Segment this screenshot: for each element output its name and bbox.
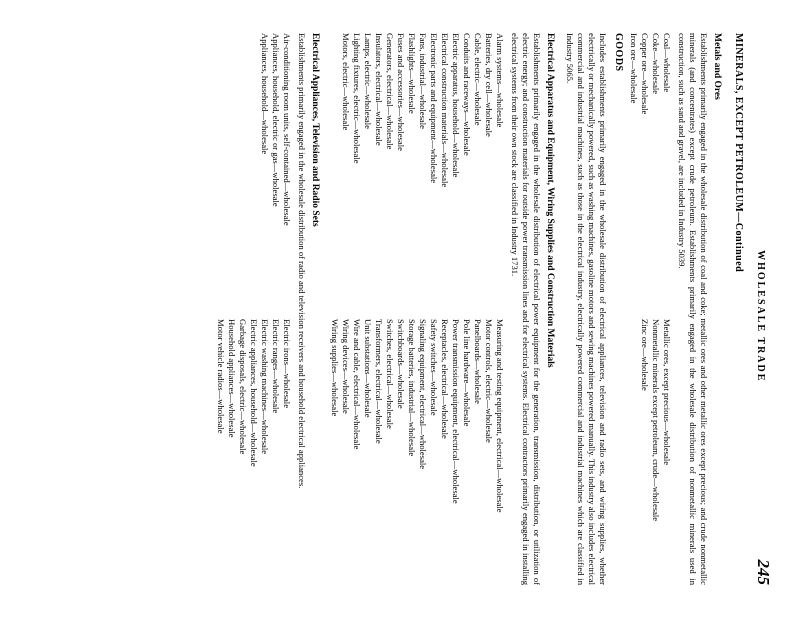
index-entry: Unit substations—wholesale — [363, 319, 374, 418]
index-entry: Alarm systems—wholesale — [495, 33, 506, 128]
index-entry: Zinc ore—wholesale — [640, 319, 651, 391]
index-entry: Electric appliances, household—wholesale — [248, 319, 259, 467]
apparatus-col-1 — [329, 33, 505, 299]
index-entry: Nonmetallic minerals except petroleum, crude—wholesale — [651, 319, 662, 522]
apparatus-title: Electrical Apparatus and Equipment, Wiring Supplies and Construction Materials — [545, 33, 556, 368]
appliances-title: Electrical Appliances, Television and Radio Sets — [310, 33, 321, 227]
section-title: MINERALS, EXCEPT PETROLEUM—Continued — [733, 33, 744, 273]
page-number: 245 — [754, 559, 773, 585]
index-entry: Transformers, electrical—wholesale — [374, 319, 385, 444]
index-entry: Flashlights—wholesale — [407, 33, 418, 114]
index-entry: Electronic parts and equipment—wholesale — [429, 33, 440, 184]
index-entry: Switches, electrical—wholesale — [385, 319, 396, 429]
appliances-description: Establishments primarily engaged in the wholesale distribution of radio and television receivers and household electrical appliances. — [296, 33, 307, 489]
index-entry: Household appliances—wholesale — [226, 319, 237, 438]
index-entry: Receptacles, electrical—wholesale — [440, 319, 451, 439]
index-entry: Fuses and accessories—wholesale — [396, 33, 407, 151]
index-entry: Wiring devices—wholesale — [341, 319, 352, 414]
index-entry: Coal—wholesale — [662, 33, 673, 93]
index-entry: Lamps, electric—wholesale — [363, 33, 374, 129]
index-entry: Switchboards—wholesale — [396, 319, 407, 409]
index-entry: Measuring and testing equipment, electrical—wholesale — [495, 319, 506, 513]
index-entry: Conduits and raceways—wholesale — [462, 33, 473, 156]
index-entry: Air-conditioning room units, self-contained—wholesale — [281, 33, 292, 226]
index-entry: Storage batteries, industrial—wholesale — [407, 319, 418, 457]
appliances-col-1 — [215, 33, 292, 299]
index-entry: Safety switches—wholesale — [429, 319, 440, 416]
index-entry: Signaling equipment, electrical—wholesale — [418, 319, 429, 470]
appliances-col-2 — [215, 319, 292, 585]
metals-col-2 — [628, 319, 672, 585]
index-entry: Panelboards—wholesale — [473, 319, 484, 404]
index-entry: Electric apparatus, household—wholesale — [451, 33, 462, 178]
index-entry: Wiring supplies—wholesale — [330, 319, 341, 417]
index-entry: Cable, electric—wholesale — [473, 33, 484, 126]
metals-index — [628, 33, 672, 585]
apparatus-index — [329, 33, 505, 585]
index-entry: Electric ranges—wholesale — [270, 319, 281, 414]
index-entry: Appliances, household, electric or gas—wholesale — [270, 33, 281, 207]
index-entry: Insulators, electrical—wholesale — [374, 33, 385, 146]
index-entry: Fans, industrial—wholesale — [418, 33, 429, 129]
index-entry: Electric irons—wholesale — [281, 319, 292, 409]
apparatus-col-2 — [329, 319, 505, 585]
index-entry: Lighting fixtures, electric—wholesale — [352, 33, 363, 164]
goods-description: Includes establishments primarily engaged in the wholesale distribution of electrical appliances, television and radio sets, and wiring supplies, whether electrically or mechanically powered, such as washing machines, gasoline motors and sewing machines powered manually. This industry also includes electrical commercial and industrial machines, such as those in the electrical industry, electrically powered commercial and industrial machines which are classified in Industry 5065. — [565, 33, 609, 585]
index-entry: Batteries, dry cell—wholesale — [484, 33, 495, 137]
index-entry: Metallic ores, except precious—wholesale — [662, 319, 673, 466]
index-entry: Appliances, household—wholesale — [259, 33, 270, 155]
index-entry: Coke—wholesale — [651, 33, 662, 95]
index-entry: Wire and cable, electrical—wholesale — [352, 319, 363, 450]
index-entry: Electrical construction materials—wholesale — [440, 33, 451, 188]
appliances-index — [215, 33, 292, 585]
running-head — [752, 33, 774, 585]
index-entry: Power transmission equipment, electrical—wholesale — [451, 319, 462, 504]
index-entry: Pole line hardware—wholesale — [462, 319, 473, 427]
index-entry: Garbage disposals, electric—wholesale — [237, 319, 248, 455]
apparatus-description: Establishments primarily engaged in the wholesale distribution of electrical power equipment for the generation, transmission, distribution, or utilization of electric energy; and construction materials for outside power transmission lines and for electrical systems. Electrical contractors primarily engaged in installing electrical systems from their own stock are classified in Industry 1731. — [510, 33, 543, 585]
index-entry: Iron ore—wholesale — [629, 33, 640, 104]
metals-title: Metals and Ores — [712, 33, 723, 100]
index-entry: Motor vehicle radios—wholesale — [215, 319, 226, 434]
goods-title: GOODS — [613, 33, 625, 72]
index-entry: Motor controls, electric—wholesale — [484, 319, 495, 443]
index-entry: Generators, electrical—wholesale — [385, 33, 396, 150]
index-entry: Motors, electric—wholesale — [341, 33, 352, 131]
running-title: WHOLESALE TRADE — [755, 250, 766, 383]
index-entry: Electric washing machines—wholesale — [259, 319, 270, 455]
index-entry: Copper ore—wholesale — [640, 33, 651, 115]
metals-description: Establishments primarily engaged in the wholesale distribution of coal and coke; metallic ores and other metallic ores except precious; and crude nonmetallic minerals (and concentrates) except crude petroleum. Establishments primarily engaged in the wholesale distribution of nonmetallic minerals used in construction, such as sand and gravel, are included in Industry 5039. — [677, 33, 710, 585]
metals-col-1 — [628, 33, 672, 299]
document-page — [10, 9, 790, 609]
